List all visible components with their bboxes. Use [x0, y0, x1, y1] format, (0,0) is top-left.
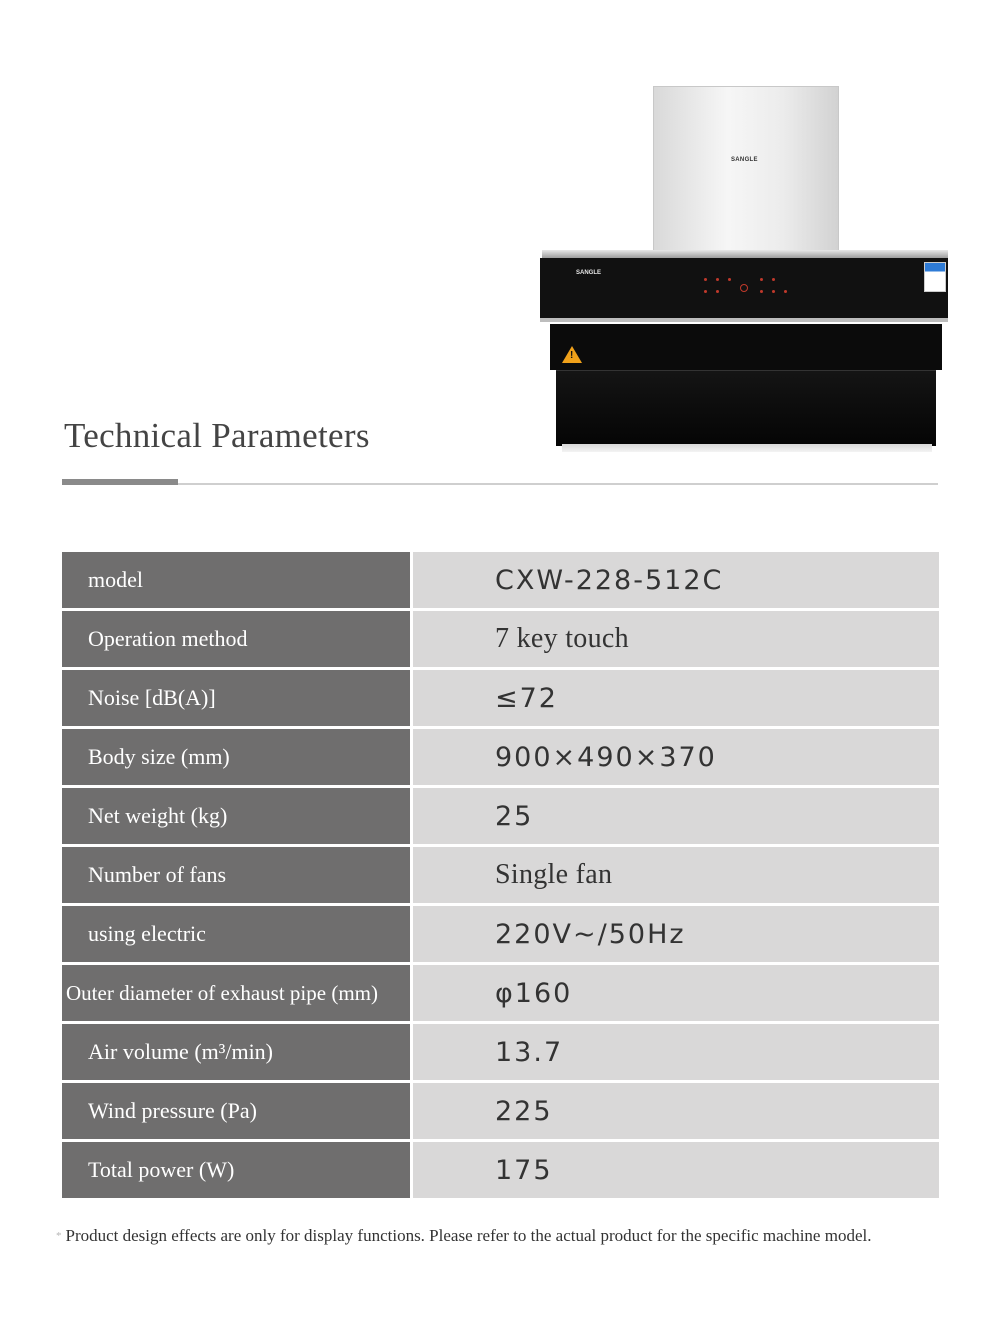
touch-key-icon — [728, 278, 731, 281]
spec-value: φ160 — [413, 965, 939, 1021]
spec-label: using electric — [62, 906, 410, 962]
spec-label: Total power (W) — [62, 1142, 410, 1198]
touch-key-icon — [716, 278, 719, 281]
table-row — [62, 965, 939, 1021]
spec-value: ≤72 — [413, 670, 939, 726]
spec-label: Air volume (m³/min) — [62, 1024, 410, 1080]
spec-label: Body size (mm) — [62, 729, 410, 785]
touch-key-icon — [760, 278, 763, 281]
spec-value: CXW-228-512C — [413, 552, 939, 608]
touch-key-icon — [772, 290, 775, 293]
table-row — [62, 552, 939, 608]
table-row — [62, 611, 939, 667]
spec-value: 7 key touch — [413, 611, 939, 667]
table-row — [62, 906, 939, 962]
touch-key-icon — [704, 278, 707, 281]
energy-label-sticker — [924, 262, 946, 292]
table-row — [62, 1024, 939, 1080]
hood-glass-upper — [550, 324, 942, 370]
spec-label: Operation method — [62, 611, 410, 667]
hood-base-strip — [562, 444, 932, 452]
spec-label: model — [62, 552, 410, 608]
spec-value: Single fan — [413, 847, 939, 903]
disclaimer-footnote — [56, 1226, 871, 1246]
spec-value: 900×490×370 — [413, 729, 939, 785]
power-button-icon — [740, 284, 748, 292]
spec-value: 13.7 — [413, 1024, 939, 1080]
spec-label: Net weight (kg) — [62, 788, 410, 844]
table-row — [62, 847, 939, 903]
page-title: Technical Parameters — [64, 416, 370, 455]
table-row — [62, 1083, 939, 1139]
spec-value: 25 — [413, 788, 939, 844]
spec-table — [62, 552, 939, 1201]
hood-control-panel — [540, 258, 948, 322]
brand-logo: SANGLE — [576, 270, 602, 276]
table-row — [62, 670, 939, 726]
title-underline — [178, 483, 938, 485]
table-row — [62, 1142, 939, 1198]
hood-glass-lower — [556, 370, 936, 446]
title-underline-accent — [62, 479, 178, 485]
touch-key-icon — [704, 290, 707, 293]
touch-key-icon — [716, 290, 719, 293]
spec-label: Wind pressure (Pa) — [62, 1083, 410, 1139]
spec-value: 225 — [413, 1083, 939, 1139]
touch-key-icon — [772, 278, 775, 281]
touch-key-icon — [784, 290, 787, 293]
spec-label: Number of fans — [62, 847, 410, 903]
warning-mark: ! — [570, 350, 574, 361]
range-hood-product-image — [540, 86, 950, 456]
table-row — [62, 729, 939, 785]
touch-key-icon — [760, 290, 763, 293]
spec-value: 175 — [413, 1142, 939, 1198]
brand-logo: SANGLE — [731, 157, 758, 163]
spec-label: Noise [dB(A)] — [62, 670, 410, 726]
spec-label: Outer diameter of exhaust pipe (mm) — [62, 965, 410, 1021]
asterisk-icon: * — [56, 1230, 62, 1242]
hood-rim — [542, 250, 948, 258]
spec-value: 220V~/50Hz — [413, 906, 939, 962]
hood-chimney — [653, 86, 839, 254]
table-row — [62, 788, 939, 844]
disclaimer-text: Product design effects are only for display functions. Please refer to the actual product for the specific machine model. — [65, 1226, 872, 1245]
